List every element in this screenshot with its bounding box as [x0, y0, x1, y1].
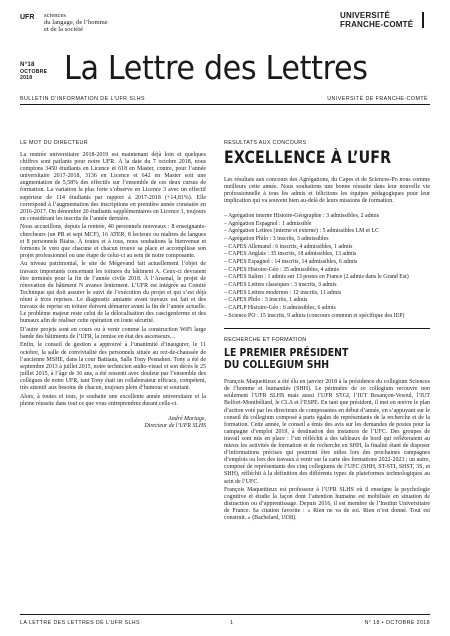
ufr-logo-text — [44, 12, 108, 33]
header-rule — [20, 104, 430, 105]
news-column — [224, 140, 430, 610]
section2-text — [224, 379, 430, 522]
issue-number: N°18 — [20, 61, 35, 68]
section2-title — [224, 347, 405, 371]
section2-title-line: LE PREMIER PRÉSIDENT — [224, 347, 349, 360]
list-item: – CAPES Histoire-Géo : 35 admissibles, 4 admis — [224, 267, 430, 275]
list-item: – CAPES Lettres modernes : 12 inscrits, 11 admis — [224, 290, 430, 298]
section2-label: RECHERCHE ET FORMATION — [224, 337, 307, 344]
section2-paragraph: François Maquettieux a été élu en janvier 2018 à la présidence du collegium Sciences de l’homme et humanités (SHH). Le périmètre de ce collegium recouvre non seulement l’UFR SLHS mais aussi l’UFR STGI, l’IUT Besançon-Vesoul, l’IUT Belfort-Montbéliard, le CLA et l’ESPE. En tant que président, il met en œuvre le plan d’action voté par les directeurs de composantes en début d’année, en s’appuyant sur le conseil du collegium composé à parts égales de représentants de la recherche et de la formation. Cette année, le conseil a émis des avis sur les demandes de postes pour la campagne d’emploi 2019, à destination des instances de l’UFC. Des groupes de travail sont mis en place : l’un réfléchit à des tableaux de bord qui refléteraient au mieux les activités de formation et de recherche en SHH, la finalité étant de disposer d’informations précises qui pourront être utiles lors des prochaines campagnes d’emplois ou lors des travaux à venir sur la carte des formations 2022-2023 ; un autre, composé de représentants des cinq collegiums de l’UFC (SHH, ST-STI, SHST, 3S, et SHH), réfléchit à la définition des différents types de plateformes technologiques au sein de l’UFC. — [224, 379, 430, 485]
signature-name: André Mariage, — [168, 415, 206, 422]
editorial-paragraph: D’autre projets sont en cours ou à venir comme la construction WiFi large bande des bâtiments de l’UFR, la remise en état des ascenseurs… — [20, 326, 206, 340]
list-item: – CAPES Lettres classiques : 3 inscrits, 3 admis — [224, 282, 430, 290]
university-logo-line: FRANCHE-COMTÉ — [340, 20, 414, 29]
ufr-logo — [20, 12, 160, 38]
university-logo-line: UNIVERSITÉ — [340, 11, 391, 20]
editorial-label: LE MOT DU DIRECTEUR — [20, 140, 88, 146]
section1-intro: Les résultats aux concours des Agrégations, du Capes et de Sciences-Po nous comme meilleurs cette année. Nous souhaitons une bonne réussite dans leur nouvelle vie professionnelle à tous les admis et félicitons les équipes pédagogiques pour leur implication qui va souvent bien au-delà de leurs missions de formation. — [224, 177, 430, 204]
page-number: 1 — [230, 620, 234, 626]
section2-paragraph: François Maquettieux est professeur à l’UFR SLHS où il enseigne la psychologie cognitive et étudie la façon dont l’attention humaine est mobilisée en situation de distraction ou d’apprentissage. Depuis 2016, il est membre de l’Institut Universitaire de France. Sa citation favorite : « Rien ne va de soi. Rien n’est donné. Tout est construit. » (Bachelard, 1938). — [224, 487, 430, 522]
bulletin-subtitle: BULLETIN D’INFORMATION DE L’UFR SLHS — [20, 96, 145, 102]
ufr-logo-line: sciences — [44, 12, 66, 19]
ufr-logo-line: du langage, de l’homme — [44, 19, 108, 26]
list-item: – Science PO : 15 inscrits, 9 admis (concours commun et spécifique des IEP) — [224, 313, 430, 321]
footer-issue: N° 18 • OCTOBRE 2018 — [364, 620, 430, 626]
section1-title: EXCELLENCE À L’UFR — [224, 148, 392, 167]
page-footer — [20, 620, 430, 626]
section1-label: RÉSULTATS AUX CONCOURS — [224, 140, 307, 146]
editorial-text — [20, 152, 206, 408]
university-logo-mark — [422, 12, 428, 28]
issue-month: OCTOBRE — [20, 68, 48, 75]
ufr-mark: UFR — [20, 14, 35, 21]
editorial-paragraph: Alors, à toutes et tous, je souhaite une excellente année universitaire et la pleine réussite dans tout ce que vous entreprendrez durant celle-ci. — [20, 393, 206, 407]
list-item: – CAPES Philo : 3 inscrits, 1 admis — [224, 297, 430, 305]
editorial-paragraph: La rentrée universitaire 2018-2019 est maintenant déjà loin et quelques chiffres sont parlants pour notre UFR. À la date du 7 octobre 2018, nous comptons 3450 étudiants en Licence et 618 en Master, contre, pour l’année universitaire 2017-2018, 3136 en Licence et 642 en Master soit une augmentation de 5,58% des effectifs sur l’ensemble de ces deux cursus de formation. La variation la plus forte s’observe en Licence 3 avec un effectif supérieur de 114 étudiants par rapport à 2017-2018 (+14,81%). Elle correspond à l’augmentation des inscriptions en première année constatée en 2016-2017. On dénombre 20 étudiants supplémentaires en Licence 1, toujours en considérant les inscrits de l’année dernière. — [20, 152, 206, 222]
editorial-signature — [20, 416, 206, 430]
ufr-logo-line: et de la société — [44, 26, 83, 33]
footer-rule — [20, 614, 430, 615]
section-divider — [224, 328, 430, 329]
signature-role: Directeur de l’UFR SLHS — [144, 422, 206, 429]
list-item: – CAPLP Histoire-Géo : 6 admissibles, 6 admis — [224, 305, 430, 313]
editorial-paragraph: Enfin, le conseil de gestion a approuvé à l’unanimité d’inaugurer, le 11 octobre, la salle de convivialité des personnels située au rez-de-chaussée de l’ancienne MSHE, dans la cour Battiana, Salle Tony Pesnahen. Tony a été de septembre 2013 à juillet 2015, notre technicien audio-visuel et son décès le 25 juillet 2015, à l’âge de 36 ans, a été ressenti avec douleur par l’ensemble des collègues de notre UFR, tant Tony était un collaborateur efficace, compétent, très attentif aux besoins de chacun, toujours plein d’humour et souriant. — [20, 342, 206, 391]
editorial-paragraph: Au niveau patrimonial, le site de Mégevand fait actuellement l’objet de travaux importants concernant les toitures du bâtiment A. Ceux-ci devraient être terminés pour la fin de l’année civile 2018. À l’Arsenal, le projet de rénovation du bâtiment N avance lentement. L’UFR est intégrée au Comité Technique qui doit assurer le suivi de l’exécution du projet et qui s’est déjà réuni à trois reprises. Le diagnostic amiante avant travaux est fait et des travaux de reprise en toiture doivent démarrer avant la fin de l’année actuelle. Le problème majeur reste celui de la délocalisation des cascigenferme et des bureaux afin de réaliser cette opération en toute sécurité. — [20, 261, 206, 325]
results-list — [224, 213, 430, 320]
footer-title: LA LETTRE DES LETTRES DE L’UFR SLHS — [20, 620, 140, 626]
section2-title-line: DU COLLEGIUM SHH — [224, 359, 330, 372]
issue-year: 2018 — [20, 75, 33, 81]
list-item: – CAPES Italien : 1 admis sur 13 postes en France (2 admis dans le Grand Est) — [224, 274, 430, 282]
editorial-column — [20, 140, 206, 596]
newsletter-title: La Lettre des Lettres — [64, 49, 368, 87]
list-item: – CAPES Espagnol : 14 inscrits, 14 admissibles, 6 admis — [224, 259, 430, 267]
list-item: – CAPES Allemand : 6 inscrits, 4 admissibles, 1 admis — [224, 244, 430, 252]
university-logo — [340, 11, 430, 37]
university-name: UNIVERSITÉ DE FRANCHE-COMTÉ — [327, 96, 428, 102]
list-item: – Agrégation Philo : 3 inscrits, 3 admissibles — [224, 236, 430, 244]
list-item: – Agrégation Lettres (interne et externe) : 5 admissibles LM et LC — [224, 228, 430, 236]
issue-info — [20, 62, 64, 82]
list-item: – Agrégation Espagnol : 1 admissible — [224, 221, 430, 229]
list-item: – CAPES Anglais : 35 inscrits, 18 admissibles, 13 admis — [224, 251, 430, 259]
editorial-paragraph: Nous accueillons, depuis la rentrée, 40 personnels nouveaux : 8 enseignants-chercheurs (un PR et sept MCF), 16 ATER, 8 lecteurs ou maîtres de langues et 8 personnels Biatss. À toutes et à tous, nous souhaitons la bienvenue et formons le vœu que chacune et chacun trouve sa place et accomplisse son projet professionnel ou une étape de celui-ci au sein de notre composante. — [20, 224, 206, 259]
list-item: – Agrégation interne Histoire-Géographie : 3 admissibles, 2 admis — [224, 213, 430, 221]
